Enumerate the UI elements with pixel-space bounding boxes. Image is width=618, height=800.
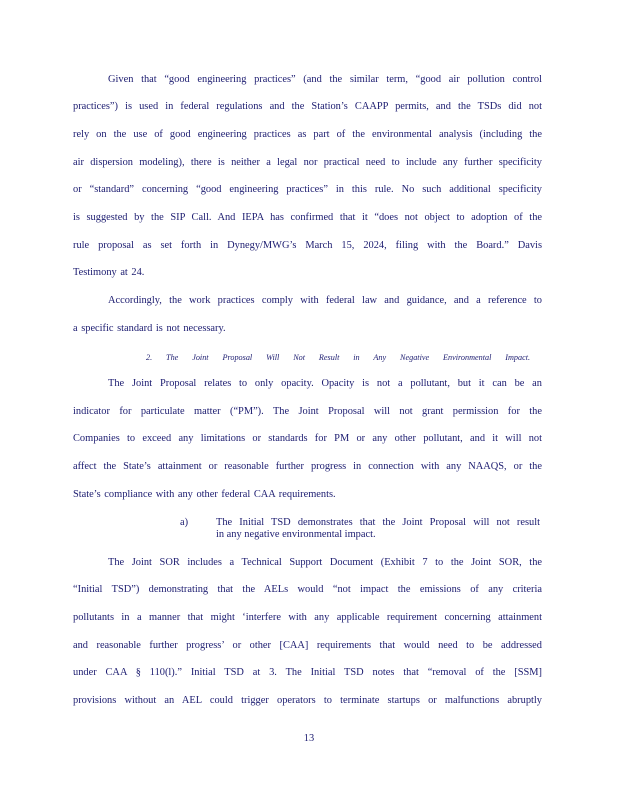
heading-word: Joint — [192, 353, 209, 362]
paragraph-3-line-4: affect the State’s attainment or reasonable further progress in connection with any NAAQS, or the — [73, 461, 542, 472]
subheading-label: a) — [180, 517, 189, 528]
section-heading-2 — [146, 352, 530, 364]
subheading-line-1: The Initial TSD demonstrates that the Joint Proposal will not result — [216, 517, 540, 528]
paragraph-4-line-4: and reasonable further progress’ or other [CAA] requirements that would need to be addressed — [73, 640, 542, 651]
heading-word: Not — [293, 353, 306, 362]
subheading-text — [216, 517, 540, 541]
paragraph-2-line-2: a specific standard is not necessary. — [73, 323, 226, 334]
paragraph-1-line-4: air dispersion modeling), there is neither a legal nor practical need to include any further specificity — [73, 157, 542, 168]
page-number: 13 — [303, 733, 315, 744]
paragraph-4-line-3: pollutants in a manner that might ‘interfere with any applicable requirement concerning attainment — [73, 612, 542, 623]
paragraph-1-line-5: or “standard” concerning “good engineering practices” in this rule. No such additional specificity — [73, 184, 542, 195]
subheading-line-2: in any negative environmental impact. — [216, 529, 376, 540]
paragraph-4-line-2: “Initial TSD”) demonstrating that the AELs would “not impact the emissions of any criteria — [73, 584, 542, 595]
paragraph-3-line-3: Companies to exceed any limitations or standards for PM or any other pollutant, and it will not — [73, 433, 542, 444]
paragraph-2-line-1: Accordingly, the work practices comply with federal law and guidance, and a reference to — [108, 295, 542, 306]
heading-word: Result — [318, 353, 340, 362]
paragraph-3-line-2: indicator for particulate matter (“PM”). The Joint Proposal will not grant permission for the — [73, 406, 542, 417]
paragraph-3-line-5: State’s compliance with any other federal CAA requirements. — [73, 489, 336, 500]
paragraph-1-line-3: rely on the use of good engineering practices as part of the environmental analysis (including the — [73, 129, 542, 140]
paragraph-4-line-6: provisions without an AEL could trigger operators to terminate startups or malfunctions abruptly — [73, 695, 542, 706]
heading-word: Impact. — [505, 353, 531, 362]
heading-number: 2. — [146, 353, 153, 362]
heading-word: The — [166, 353, 179, 362]
paragraph-1-line-2: practices”) is used in federal regulations and the Station’s CAAPP permits, and the TSDs did not — [73, 101, 542, 112]
paragraph-1-line-6: is suggested by the SIP Call. And IEPA has confirmed that it “does not object to adoption of the — [73, 212, 542, 223]
heading-word: Environmental — [443, 353, 492, 362]
heading-word: Negative — [400, 353, 430, 362]
paragraph-1-line-7: rule proposal as set forth in Dynegy/MWG’s March 15, 2024, filing with the Board.” Davis — [73, 240, 542, 251]
paragraph-1-line-8: Testimony at 24. — [73, 267, 145, 278]
paragraph-4-line-5: under CAA § 110(l).” Initial TSD at 3. The Initial TSD notes that “removal of the [SSM] — [73, 667, 542, 678]
heading-word: Proposal — [222, 353, 253, 362]
paragraph-3-line-1: The Joint Proposal relates to only opacity. Opacity is not a pollutant, but it can be an — [108, 378, 542, 389]
paragraph-1-line-1: Given that “good engineering practices” (and the similar term, “good air pollution control — [108, 74, 542, 85]
heading-word: Will — [266, 353, 280, 362]
heading-word: in Any — [353, 353, 387, 362]
paragraph-4-line-1: The Joint SOR includes a Technical Support Document (Exhibit 7 to the Joint SOR, the — [108, 557, 542, 568]
